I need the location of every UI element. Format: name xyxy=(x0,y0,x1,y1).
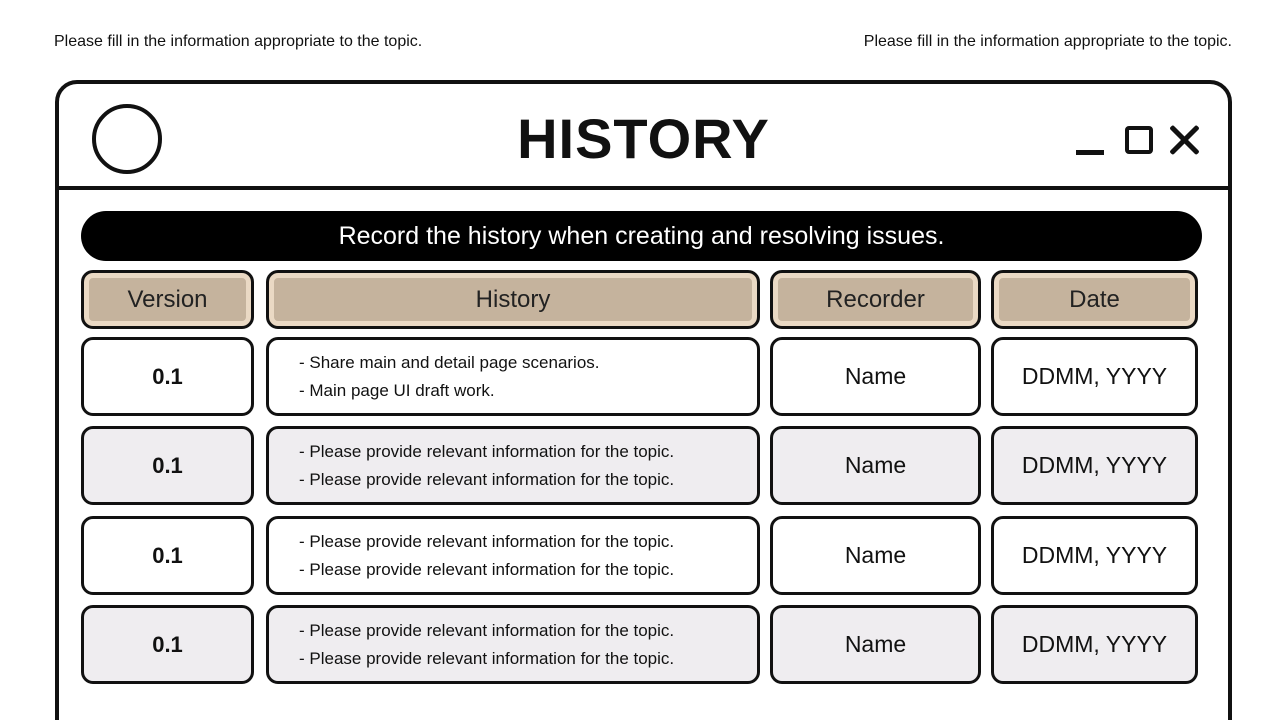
table-row-4-recorder: Name xyxy=(770,605,981,684)
table-row-3-version xyxy=(81,516,254,595)
history-line: - Share main and detail page scenarios. xyxy=(299,352,600,372)
history-line: - Main page UI draft work. xyxy=(299,380,495,400)
title-bar xyxy=(59,84,1228,190)
window-controls xyxy=(1064,122,1194,162)
table-row-3-recorder: Name xyxy=(770,516,981,595)
header-recorder: Recorder xyxy=(770,270,981,329)
close-icon[interactable] xyxy=(1168,124,1200,156)
history-line: - Please provide relevant information for the topic. xyxy=(299,441,675,461)
table-row-1-version xyxy=(81,337,254,416)
history-window xyxy=(55,80,1232,720)
top-note-right: Please fill in the information appropriate to the topic. xyxy=(863,33,1232,50)
table-row-4-version xyxy=(81,605,254,684)
table-row-2-history xyxy=(266,426,760,505)
header-history: History xyxy=(266,270,760,329)
history-line: - Please provide relevant information for the topic. xyxy=(299,469,675,489)
history-line: - Please provide relevant information for the topic. xyxy=(299,531,675,551)
table-row-1-history xyxy=(266,337,760,416)
table-row-3-history xyxy=(266,516,760,595)
history-line: - Please provide relevant information for the topic. xyxy=(299,620,675,640)
table-row-1-date: DDMM, YYYY xyxy=(991,337,1198,416)
maximize-icon[interactable] xyxy=(1125,126,1153,154)
table-row-2-date: DDMM, YYYY xyxy=(991,426,1198,505)
version-value: 0.1 xyxy=(152,542,183,568)
version-value: 0.1 xyxy=(152,363,183,389)
version-value: 0.1 xyxy=(152,452,183,478)
header-version: Version xyxy=(81,270,254,329)
history-line: - Please provide relevant information for the topic. xyxy=(299,648,675,668)
table-row-4-date: DDMM, YYYY xyxy=(991,605,1198,684)
table-row-3-date: DDMM, YYYY xyxy=(991,516,1198,595)
history-line: - Please provide relevant information for the topic. xyxy=(299,559,675,579)
table-row-1-recorder: Name xyxy=(770,337,981,416)
header-date: Date xyxy=(991,270,1198,329)
top-note-left: Please fill in the information appropriate to the topic. xyxy=(54,33,423,50)
banner: Record the history when creating and resolving issues. xyxy=(81,211,1202,261)
table-row-2-recorder: Name xyxy=(770,426,981,505)
minimize-icon[interactable] xyxy=(1076,150,1104,155)
window-title: HISTORY xyxy=(517,107,770,170)
table-row-4-history xyxy=(266,605,760,684)
table-row-2-version xyxy=(81,426,254,505)
version-value: 0.1 xyxy=(152,631,183,657)
